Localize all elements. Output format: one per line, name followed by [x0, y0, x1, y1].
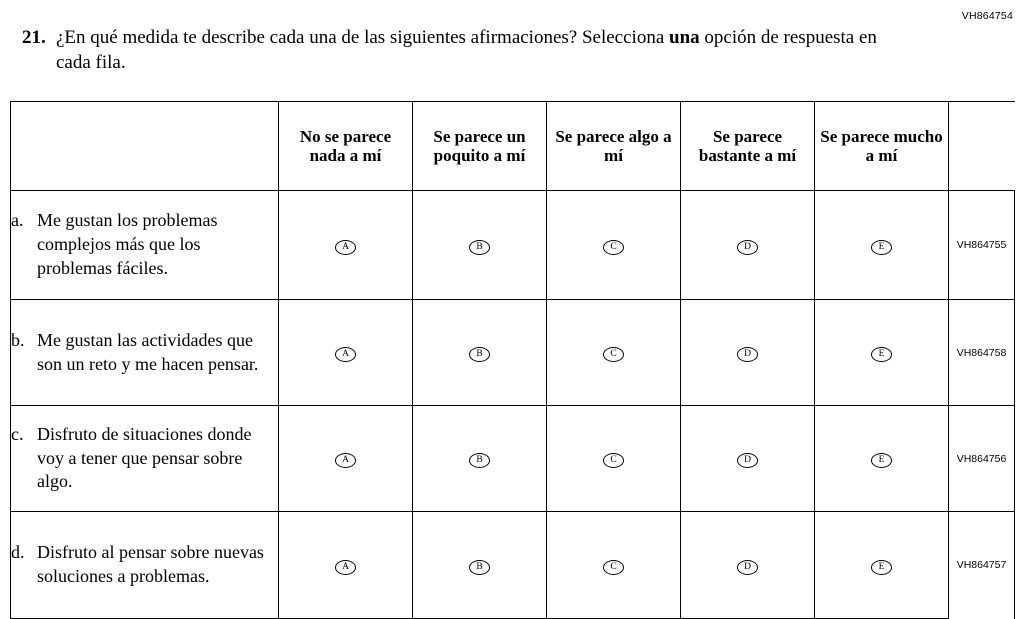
- option-cell-a1[interactable]: [279, 191, 413, 300]
- option-cell-c3[interactable]: [547, 406, 681, 512]
- row-code-a: VH864755: [949, 191, 1015, 300]
- option-cell-c2[interactable]: [413, 406, 547, 512]
- question-text-part1: ¿En qué medida te describe cada una de las siguientes afirmaciones? Selecciona: [56, 27, 670, 48]
- table-row: [11, 512, 1015, 619]
- option-cell-a4[interactable]: [681, 191, 815, 300]
- radio-bubble-b-e[interactable]: E: [871, 347, 892, 362]
- radio-bubble-b-d[interactable]: D: [737, 347, 758, 362]
- statement-text-c: Disfruto de situaciones donde voy a tener que pensar sobre algo.: [37, 423, 252, 492]
- radio-bubble-c-d[interactable]: D: [737, 453, 758, 468]
- table-row: [11, 191, 1015, 300]
- option-cell-a5[interactable]: [815, 191, 949, 300]
- radio-bubble-a-c[interactable]: C: [603, 240, 624, 255]
- option-cell-b2[interactable]: [413, 300, 547, 406]
- radio-bubble-d-c[interactable]: C: [603, 560, 624, 575]
- question-text-part2: opción de respuesta en cada fila.: [56, 27, 877, 73]
- header-option-5: Se parece mucho a mí: [815, 102, 949, 191]
- radio-bubble-a-b[interactable]: B: [469, 240, 490, 255]
- option-cell-c1[interactable]: [279, 406, 413, 512]
- question-number: 21.: [22, 27, 46, 48]
- radio-bubble-c-b[interactable]: B: [469, 453, 490, 468]
- header-option-1: No se parece nada a mí: [279, 102, 413, 191]
- matrix-header-row: [11, 102, 1015, 191]
- option-cell-d5[interactable]: [815, 512, 949, 619]
- radio-bubble-b-a[interactable]: A: [335, 347, 356, 362]
- statement-cell-c: [11, 406, 279, 512]
- row-code-d: VH864757: [949, 512, 1015, 619]
- header-option-4: Se parece bastante a mí: [681, 102, 815, 191]
- option-cell-b5[interactable]: [815, 300, 949, 406]
- statement-letter-a: a.: [11, 210, 24, 231]
- header-option-2: Se parece un poquito a mí: [413, 102, 547, 191]
- radio-bubble-a-e[interactable]: E: [871, 240, 892, 255]
- header-code: [949, 102, 1015, 191]
- matrix-table: [10, 101, 1015, 619]
- option-cell-c4[interactable]: [681, 406, 815, 512]
- item-code-top: VH864754: [961, 10, 1013, 22]
- table-row: [11, 406, 1015, 512]
- table-row: [11, 300, 1015, 406]
- header-statement: [11, 102, 279, 191]
- row-code-c: VH864756: [949, 406, 1015, 512]
- response-matrix: [10, 101, 1012, 619]
- statement-cell-b: [11, 300, 279, 406]
- radio-bubble-b-b[interactable]: B: [469, 347, 490, 362]
- statement-letter-b: b.: [11, 329, 25, 350]
- option-cell-b3[interactable]: [547, 300, 681, 406]
- statement-text-b: Me gustan las actividades que son un reto y me hacen pensar.: [37, 329, 259, 374]
- option-cell-d1[interactable]: [279, 512, 413, 619]
- option-cell-b4[interactable]: [681, 300, 815, 406]
- option-cell-d3[interactable]: [547, 512, 681, 619]
- option-cell-c5[interactable]: [815, 406, 949, 512]
- row-code-b: VH864758: [949, 300, 1015, 406]
- question-stem: [22, 26, 962, 75]
- statement-letter-d: d.: [11, 542, 25, 563]
- radio-bubble-a-d[interactable]: D: [737, 240, 758, 255]
- statement-letter-c: c.: [11, 423, 24, 444]
- radio-bubble-d-e[interactable]: E: [871, 560, 892, 575]
- option-cell-b1[interactable]: [279, 300, 413, 406]
- radio-bubble-d-d[interactable]: D: [737, 560, 758, 575]
- radio-bubble-d-a[interactable]: A: [335, 560, 356, 575]
- radio-bubble-c-a[interactable]: A: [335, 453, 356, 468]
- radio-bubble-c-e[interactable]: E: [871, 453, 892, 468]
- radio-bubble-b-c[interactable]: C: [603, 347, 624, 362]
- option-cell-d4[interactable]: [681, 512, 815, 619]
- statement-cell-a: [11, 191, 279, 300]
- option-cell-a3[interactable]: [547, 191, 681, 300]
- header-option-3: Se parece algo a mí: [547, 102, 681, 191]
- option-cell-a2[interactable]: [413, 191, 547, 300]
- radio-bubble-d-b[interactable]: B: [469, 560, 490, 575]
- radio-bubble-c-c[interactable]: C: [603, 453, 624, 468]
- question-text-emphasis: una: [669, 27, 700, 48]
- statement-text-d: Disfruto al pensar sobre nuevas soluciones a problemas.: [37, 542, 264, 586]
- statement-text-a: Me gustan los problemas complejos más que los problemas fáciles.: [37, 210, 218, 278]
- option-cell-d2[interactable]: [413, 512, 547, 619]
- radio-bubble-a-a[interactable]: A: [335, 240, 356, 255]
- statement-cell-d: [11, 512, 279, 619]
- question-text: [56, 26, 911, 75]
